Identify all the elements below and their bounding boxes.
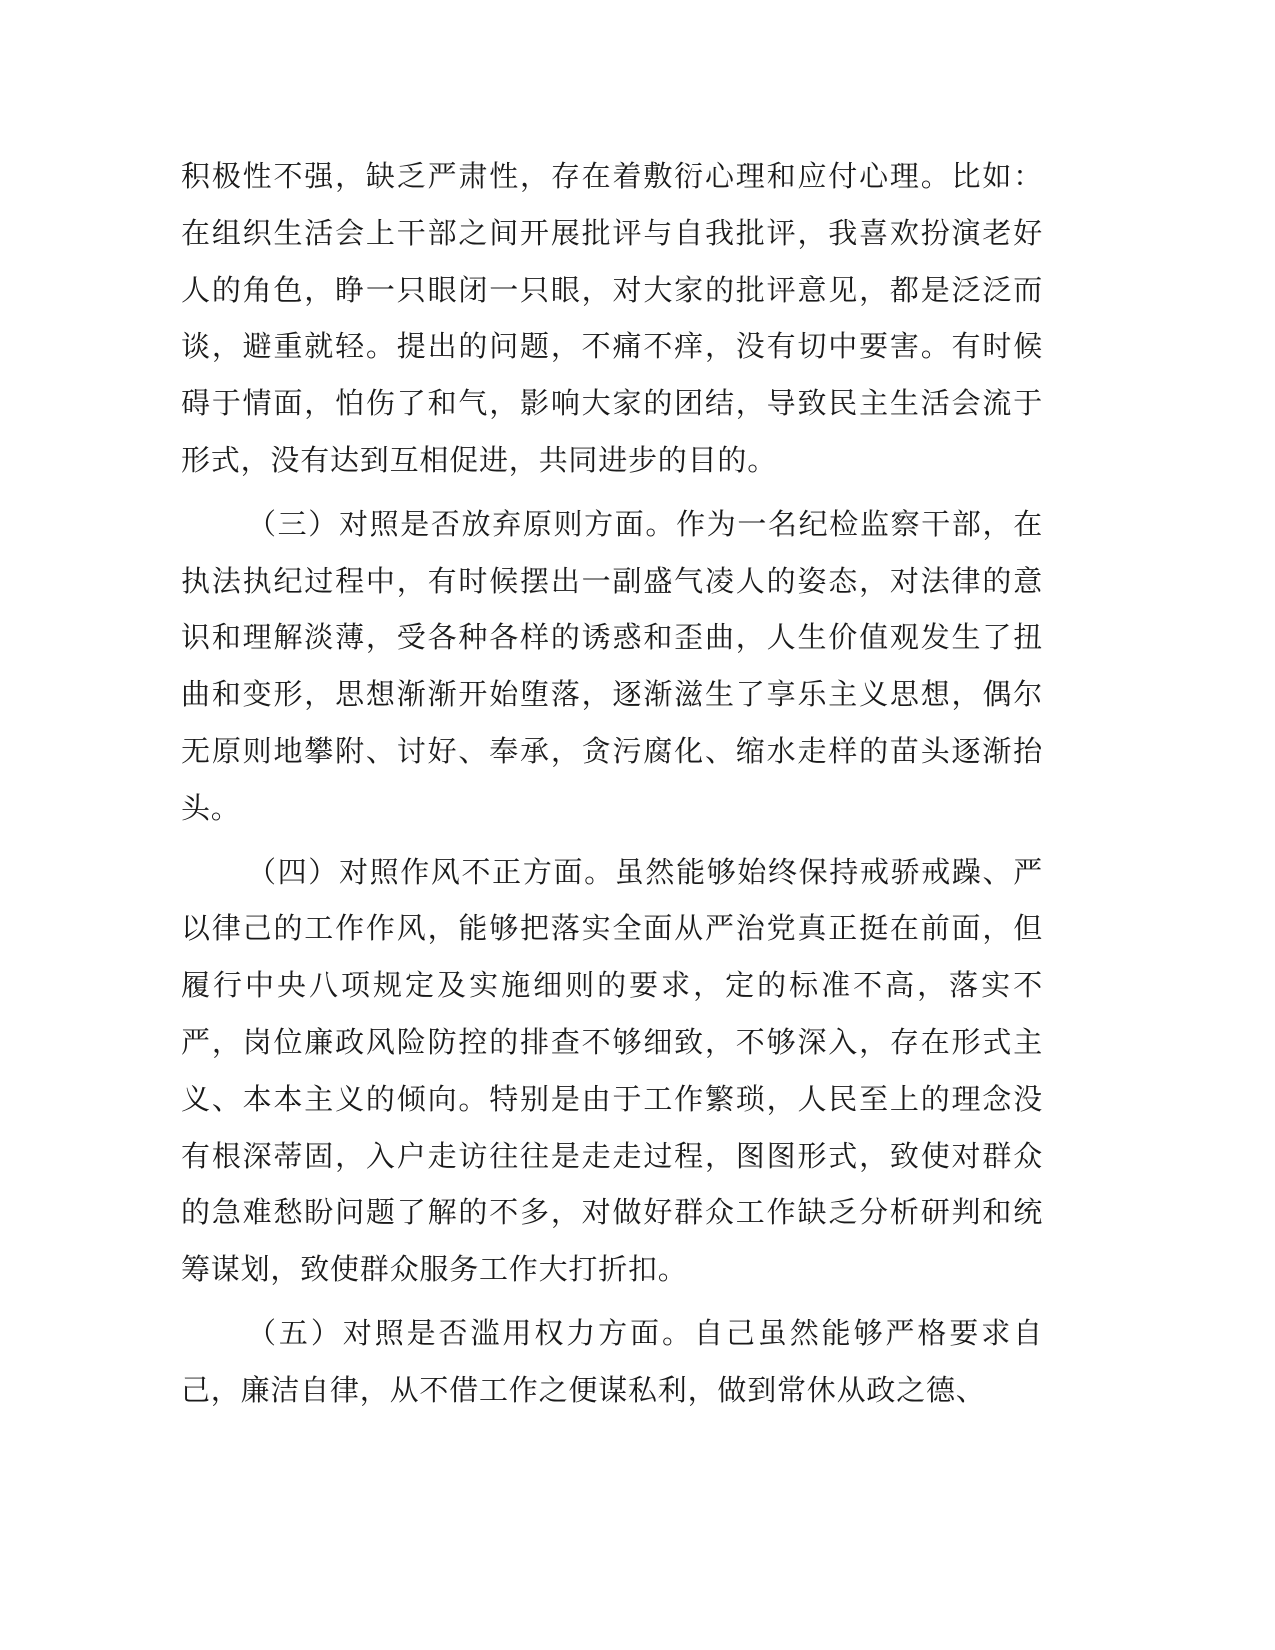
paragraph-section-three: （三）对照是否放弃原则方面。作为一名纪检监察干部，在执法执纪过程中，有时候摆出一副盛气凌人的姿态，对法律的意识和理解淡薄，受各种各样的诱惑和歪曲，人生价值观发生了扭曲和变形，思想渐渐开始堕落，逐渐滋生了享乐主义思想，偶尔无原则地攀附、讨好、奉承，贪污腐化、缩水走样的苗头逐渐抬头。 xyxy=(181,506,1043,825)
paragraph-continuation: 积极性不强，缺乏严肃性，存在着敷衍心理和应付心理。比如：在组织生活会上干部之间开展批评与自我批评，我喜欢扮演老好人的角色，睁一只眼闭一只眼，对大家的批评意见，都是泛泛而谈，避重就轻。提出的问题，不痛不痒，没有切中要害。有时候碍于情面，怕伤了和气，影响大家的团结，导致民主生活会流于形式，没有达到互相促进，共同进步的目的。 xyxy=(181,159,1043,477)
document-body xyxy=(181,148,1043,1426)
paragraph-section-five: （五）对照是否滥用权力方面。自己虽然能够严格要求自己，廉洁自律，从不借工作之便谋私利，做到常休从政之德、 xyxy=(181,1315,1043,1407)
paragraph-section-four: （四）对照作风不正方面。虽然能够始终保持戒骄戒躁、严以律己的工作作风，能够把落实全面从严治党真正挺在前面，但履行中央八项规定及实施细则的要求，定的标准不高，落实不严，岗位廉政风险防控的排查不够细致，不够深入，存在形式主义、本本主义的倾向。特别是由于工作繁琐，人民至上的理念没有根深蒂固，入户走访往往是走走过程，图图形式，致使对群众的急难愁盼问题了解的不多，对做好群众工作缺乏分析研判和统筹谋划，致使群众服务工作大打折扣。 xyxy=(181,854,1043,1287)
